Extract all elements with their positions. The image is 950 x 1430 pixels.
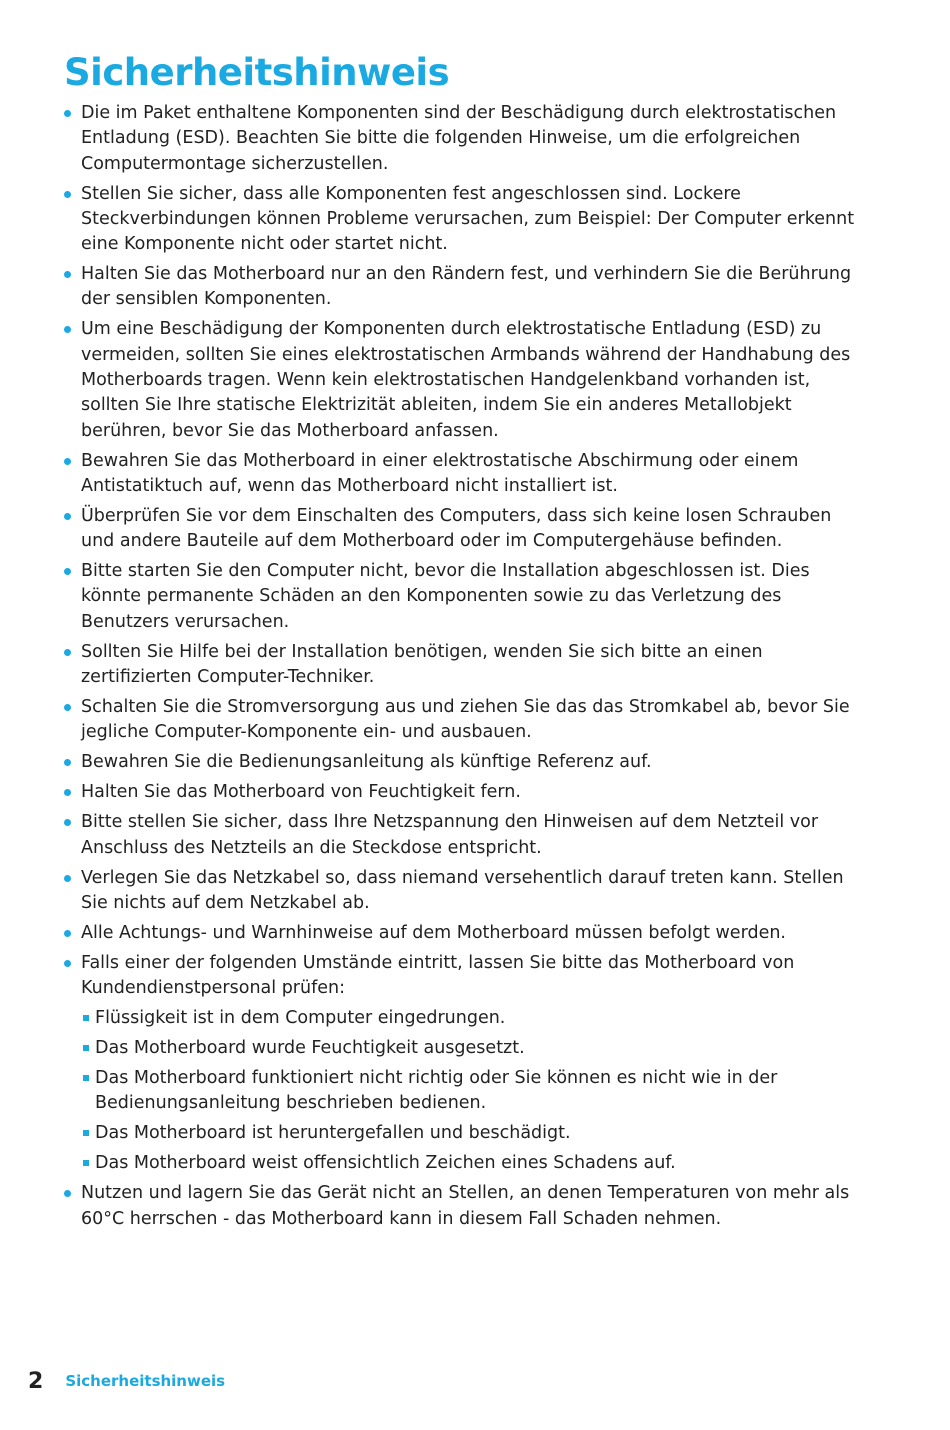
page-title: Sicherheitshinweis [64,51,450,94]
list-item [64,780,864,805]
list-item-text: Schalten Sie die Stromversorgung aus und ziehen Sie das das Stromkabel ab, bevor Sie jegliche Computer-Komponente ein- und ausbauen. [81,697,850,743]
sub-list-item-text: Das Motherboard ist heruntergefallen und beschädigt. [95,1123,571,1144]
list-item [64,262,864,313]
bullet-dot-icon [64,930,71,937]
list-item [64,182,864,258]
bullet-dot-icon [64,875,71,882]
bullet-dot-icon [64,789,71,796]
list-item [64,504,864,555]
list-item [64,921,864,946]
list-item [64,317,864,443]
page-number: 2 [28,1368,44,1394]
list-item-text: Falls einer der folgenden Umstände eintritt, lassen Sie bitte das Motherboard von Kundendienstpersonal prüfen: [81,952,795,999]
list-item-text: Bewahren Sie die Bedienungsanleitung als künftige Referenz auf. [81,752,652,773]
bullet-dot-icon [64,568,71,575]
list-item-text: Bewahren Sie das Motherboard in einer elektrostatische Abschirmung oder einem Antistatiktuch auf, wenn das Motherboard nicht installiert ist. [81,450,799,496]
list-item-text: Halten Sie das Motherboard nur an den Rändern fest, und verhindern Sie die Berührung der sensiblen Komponenten. [81,264,852,310]
list-item-text: Verlegen Sie das Netzkabel so, dass niemand versehentlich darauf treten kann. Stellen Sie nichts auf dem Netzkabel ab. [81,867,844,913]
bullet-dot-icon [64,649,71,656]
list-item-text: Überprüfen Sie vor dem Einschalten des Computers, dass sich keine losen Schrauben und andere Bauteile auf dem Motherboard oder im Computergehäuse befinden. [81,505,832,552]
bullet-dot-icon [64,759,71,766]
page-footer [28,1366,225,1396]
sub-list [81,1006,864,1177]
list-item-text: Halten Sie das Motherboard von Feuchtigkeit fern. [81,782,521,803]
list-item-text: Um eine Beschädigung der Komponenten durch elektrostatische Entladung (ESD) zu vermeiden, sollten Sie eines elektrostatischen Armbands während der Handhabung des Motherboards tragen. Wenn kein elektrostatischen Handgelenkband vorhanden ist, sollten Sie Ihre statische Elektrizität ableiten, indem Sie ein anderes Metallobjekt berühren, bevor Sie das Motherboard anfassen. [81,319,851,441]
bullet-dot-icon [64,458,71,465]
bullet-square-icon [83,1160,89,1166]
bullet-dot-icon [64,110,71,117]
bullet-dot-icon [64,271,71,278]
sub-list-item [81,1151,864,1176]
list-item [64,866,864,917]
list-item-text: Bitte stellen Sie sicher, dass Ihre Netzspannung den Hinweisen auf dem Netzteil vor Anschluss des Netzteils an die Steckdose entspricht. [81,812,819,858]
bullet-square-icon [83,1015,89,1021]
sub-list-item [81,1006,864,1031]
sub-list-item-text: Das Motherboard wurde Feuchtigkeit ausgesetzt. [95,1038,525,1059]
bullet-square-icon [83,1045,89,1051]
footer-section-title: Sicherheitshinweis [65,1372,226,1390]
list-item [64,449,864,500]
bullet-dot-icon [64,819,71,826]
list-item [64,951,864,1177]
list-item [64,810,864,861]
bullet-dot-icon [64,1190,71,1197]
sub-list-item [81,1066,864,1117]
safety-list [64,101,864,1237]
bullet-square-icon [83,1075,89,1081]
list-item-text: Sollten Sie Hilfe bei der Installation benötigen, wenden Sie sich bitte an einen zertifizierten Computer-Techniker. [81,641,763,688]
bullet-dot-icon [64,960,71,967]
list-item [64,750,864,775]
sub-list-item-text: Flüssigkeit ist in dem Computer eingedrungen. [95,1008,506,1029]
sub-list-item-text: Das Motherboard funktioniert nicht richtig oder Sie können es nicht wie in der Bedienungsanleitung beschrieben bedienen. [95,1068,778,1114]
list-item-text: Bitte starten Sie den Computer nicht, bevor die Installation abgeschlossen ist. Dies könnte permanente Schäden an den Komponenten sowie zu das Verletzung des Benutzers verursachen. [81,561,810,632]
bullet-dot-icon [64,513,71,520]
list-item [64,640,864,691]
list-item [64,101,864,177]
sub-list-item [81,1121,864,1146]
list-item-text: Stellen Sie sicher, dass alle Komponenten fest angeschlossen sind. Lockere Steckverbindungen können Probleme verursachen, zum Beispiel: Der Computer erkennt eine Komponente nicht oder startet nicht. [81,183,855,255]
list-item-text: Nutzen und lagern Sie das Gerät nicht an Stellen, an denen Temperaturen von mehr als 60°C herrschen - das Motherboard kann in diesem Fall Schaden nehmen. [81,1183,850,1229]
list-item-text: Die im Paket enthaltene Komponenten sind der Beschädigung durch elektrostatischen Entladung (ESD). Beachten Sie bitte die folgenden Hinweise, um die erfolgreichen Computermontage sicherzustellen. [81,103,837,174]
bullet-dot-icon [64,704,71,711]
list-item [64,695,864,746]
list-item [64,559,864,635]
bullet-dot-icon [64,191,71,198]
bullet-dot-icon [64,326,71,333]
bullet-square-icon [83,1130,89,1136]
list-item-text: Alle Achtungs- und Warnhinweise auf dem Motherboard müssen befolgt werden. [81,922,786,943]
sub-list-item-text: Das Motherboard weist offensichtlich Zeichen eines Schadens auf. [95,1153,676,1174]
list-item [64,1181,864,1232]
sub-list-item [81,1036,864,1061]
